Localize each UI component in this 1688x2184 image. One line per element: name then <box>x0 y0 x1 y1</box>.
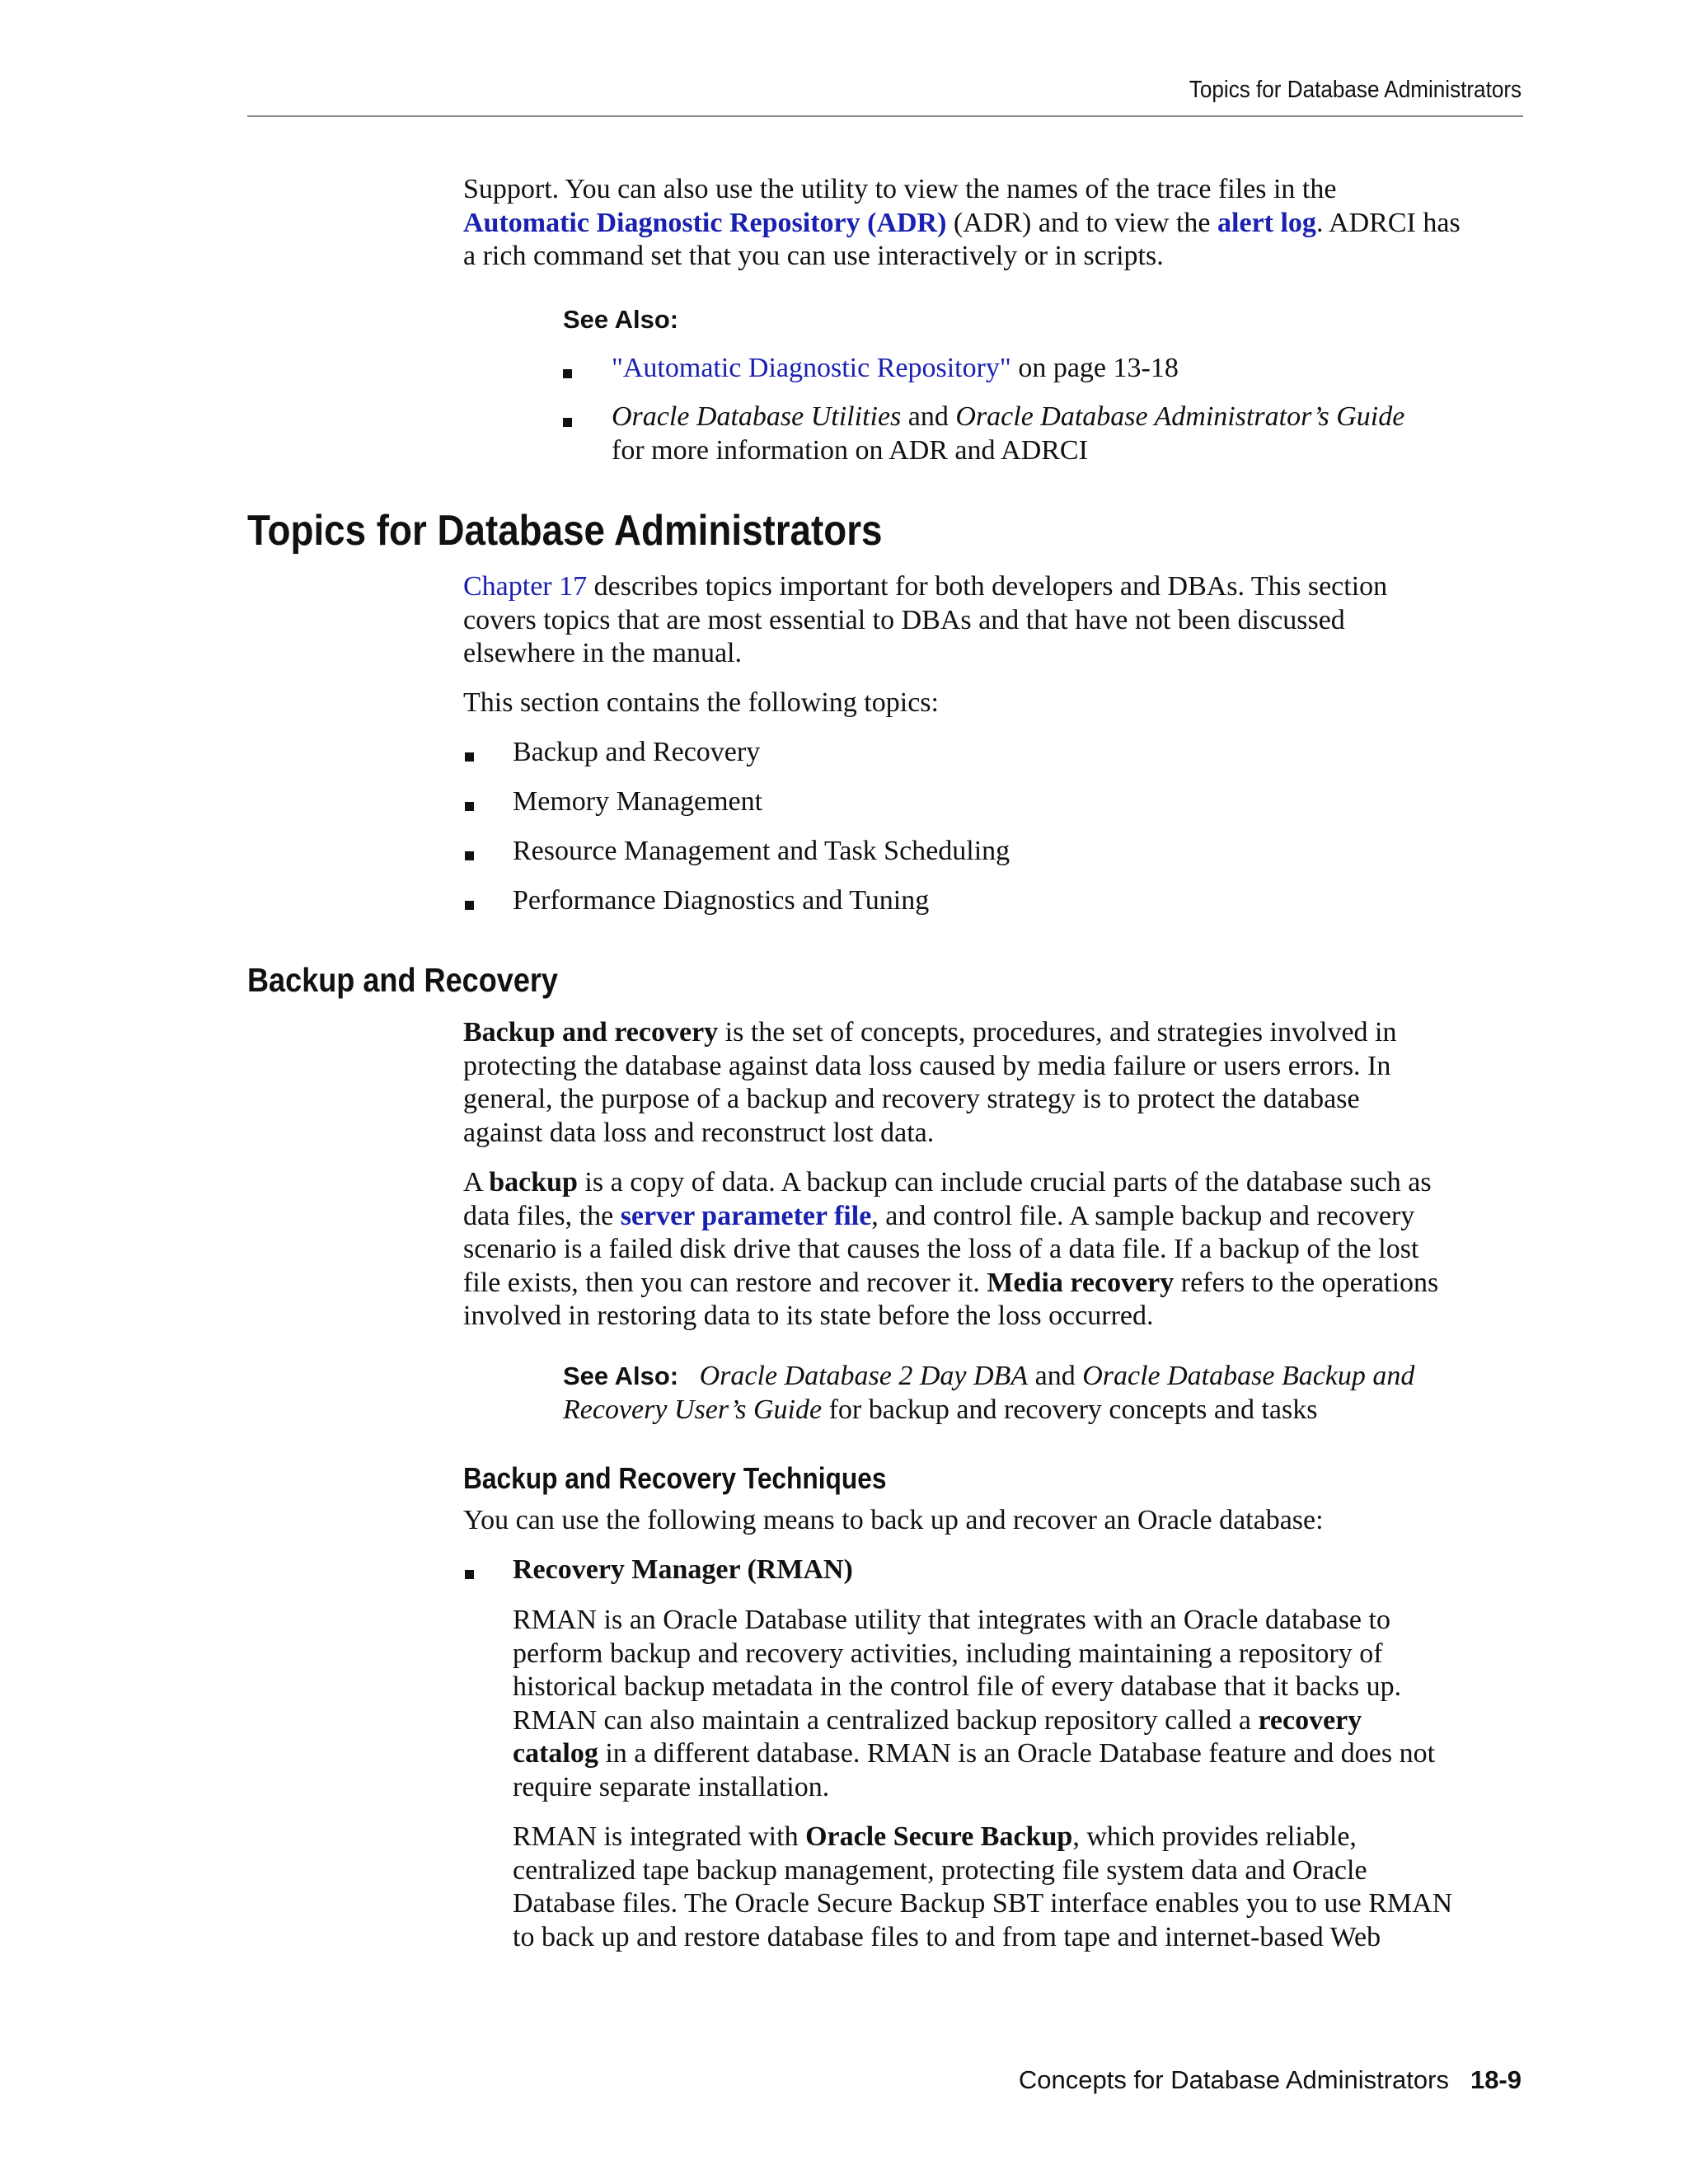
page-number: 18-9 <box>1470 2065 1522 2094</box>
topics-intro: This section contains the following topics: <box>463 687 939 718</box>
see-also-label: See Also: <box>563 305 679 334</box>
topic-link-performance[interactable]: Performance Diagnostics and Tuning <box>513 885 930 916</box>
topic-link-memory[interactable]: Memory Management <box>513 786 763 817</box>
subsection-heading: Backup and Recovery <box>247 961 558 999</box>
topic-link-resource[interactable]: Resource Management and Task Scheduling <box>513 836 1010 866</box>
techniques-intro: You can use the following means to back up and recover an Oracle database: <box>463 1505 1324 1535</box>
page-footer <box>1019 2065 1522 2095</box>
rman-paragraph-1: RMAN is an Oracle Database utility that integrates with an Oracle database to perform backup and recovery activities, including maintaining a repository of historical backup metadata in the control file of every database that it backs up. RMAN can also maintain a centralized backup repository called a recovery catalog in a different database. RMAN is an Oracle Database feature and does not require separate installation. <box>513 1605 1436 1802</box>
section-heading: Topics for Database Administrators <box>247 507 883 555</box>
server-parameter-file-link[interactable]: server parameter file <box>620 1200 872 1231</box>
backup-paragraph-1: Backup and recovery is the set of concepts, procedures, and strategies involved in protecting the database against data loss caused by media failure or users errors. In general, the purpose of a backup and recovery strategy is to protect the database against data loss and reconstruct lost data. <box>463 1017 1397 1148</box>
rman-paragraph-2: RMAN is integrated with Oracle Secure Backup, which provides reliable, centralized tape backup management, protecting file system data and Oracle Database files. The Oracle Secure Backup SBT interface enables you to use RMAN to back up and restore database files to and from tape and internet-based Web <box>513 1821 1453 1952</box>
topic-link-backup[interactable]: Backup and Recovery <box>513 737 761 767</box>
subsubsection-heading: Backup and Recovery Techniques <box>463 1461 887 1495</box>
running-header: Topics for Database Administrators <box>1189 77 1522 103</box>
rman-link[interactable]: Recovery Manager (RMAN) <box>513 1554 853 1585</box>
bullet-icon <box>465 851 474 860</box>
chapter-17-link[interactable]: Chapter 17 <box>463 571 588 602</box>
bullet-icon <box>465 802 474 811</box>
adr-page-link[interactable]: "Automatic Diagnostic Repository" <box>612 353 1011 383</box>
backup-paragraph-2: A backup is a copy of data. A backup can include crucial parts of the database such as data files, the server parameter file, and control file. A sample backup and recovery scenario is a failed disk drive that causes the loss of a data file. If a backup of the lost file exists, then you can restore and recover it. Media recovery refers to the operations involved in restoring data to its state before the loss occurred. <box>463 1167 1439 1331</box>
bullet-icon <box>465 1570 474 1579</box>
see-also-note: See Also: Oracle Database 2 Day DBA and Oracle Database Backup and Recovery User’s Guide for backup and recovery concepts and tasks <box>563 1361 1415 1425</box>
see-also-item: "Automatic Diagnostic Repository" on page 13-18 <box>612 353 1179 383</box>
see-also-item: Oracle Database Utilities and Oracle Database Administrator’s Guide for more information on ADR and ADRCI <box>612 401 1405 466</box>
adr-link[interactable]: Automatic Diagnostic Repository (ADR) <box>463 207 947 238</box>
header-rule <box>247 115 1523 117</box>
bullet-icon <box>563 418 572 427</box>
footer-title: Concepts for Database Administrators <box>1018 2065 1449 2094</box>
topics-paragraph: Chapter 17 describes topics important for both developers and DBAs. This section covers topics that are most essential to DBAs and that have not been discussed elsewhere in the manual. <box>463 571 1388 668</box>
intro-paragraph: Support. You can also use the utility to view the names of the trace files in the Automatic Diagnostic Repository (ADR) (ADR) and to view the alert log. ADRCI has a rich command set that you can use interactively or in scripts. <box>463 174 1461 271</box>
bullet-icon <box>465 901 474 910</box>
alert-log-link[interactable]: alert log <box>1217 207 1316 238</box>
bullet-icon <box>563 369 572 378</box>
bullet-icon <box>465 752 474 762</box>
